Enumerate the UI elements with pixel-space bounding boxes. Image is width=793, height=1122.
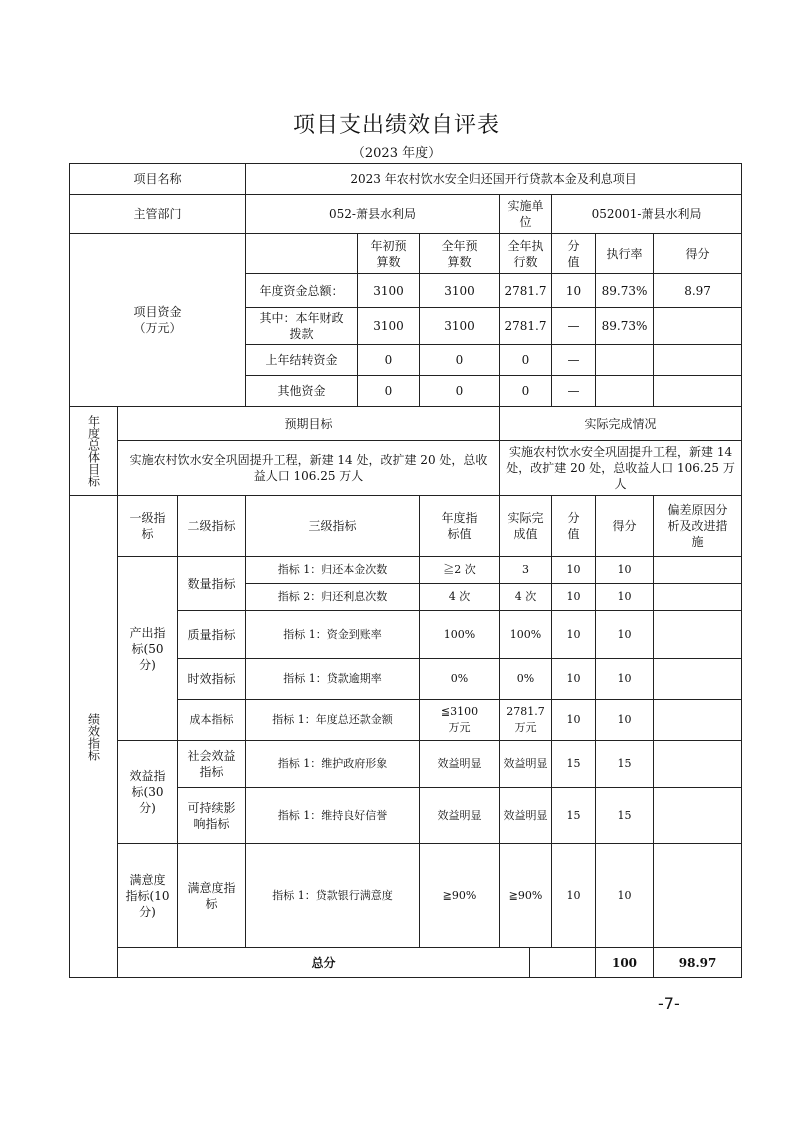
funds-row-annual: 3100 [420,274,500,308]
perf-row [70,557,742,584]
perf-target: ≧90% [420,844,500,948]
perf-subgroup-quantity: 数量指标 [178,557,246,611]
project-name-label: 项目名称 [70,164,246,195]
unit-label: 实施单位 [500,195,552,234]
funds-row-weight: — [552,308,596,345]
perf-actual: 2781.7 万元 [500,700,552,741]
perf-weight: 10 [552,611,596,659]
project-name-row [70,164,742,195]
perf-reason [654,584,742,611]
perf-header-target: 年度指 标值 [420,496,500,557]
perf-header-weight: 分 值 [552,496,596,557]
perf-subgroup-cost: 成本指标 [178,700,246,741]
perf-row [70,741,742,788]
perf-score: 15 [596,788,654,844]
perf-actual: 效益明显 [500,788,552,844]
funds-row-score [654,376,742,407]
page-title: 项目支出绩效自评表 [292,113,500,138]
perf-indicator: 指标 1：贷款逾期率 [246,659,420,700]
perf-actual: 4 次 [500,584,552,611]
dept-value: 052-萧县水利局 [246,195,500,234]
perf-subgroup-satisfaction: 满意度指 标 [178,844,246,948]
goals-actual-text: 实施农村饮水安全巩固提升工程，新建 14 处，改扩建 20 处，总收益人口 106.25 万人 [500,441,742,496]
perf-subgroup-sustain: 可持续影 响指标 [178,788,246,844]
funds-row-initial: 3100 [358,308,420,345]
funds-row-initial: 0 [358,376,420,407]
perf-actual: 3 [500,557,552,584]
funds-row-weight: — [552,345,596,376]
perf-indicator: 指标 1：归还本金次数 [246,557,420,584]
perf-score: 10 [596,611,654,659]
goals-label: 年度总体目标 [70,407,118,496]
funds-row-rate [596,376,654,407]
perf-weight: 15 [552,741,596,788]
perf-score: 10 [596,659,654,700]
perf-label: 绩效指标 [70,496,118,978]
funds-header-blank [246,234,358,274]
goals-header-row [70,407,742,441]
perf-target: ≧2 次 [420,557,500,584]
perf-score: 10 [596,557,654,584]
goals-expected-header: 预期目标 [118,407,500,441]
funds-row-executed: 0 [500,376,552,407]
perf-row [70,844,742,948]
perf-group-satisfaction: 满意度 指标(10 分) [118,844,178,948]
funds-row-initial: 3100 [358,274,420,308]
perf-reason [654,611,742,659]
dept-label: 主管部门 [70,195,246,234]
funds-row-label: 其他资金 [246,376,358,407]
perf-header-level2: 二级指标 [178,496,246,557]
funds-row-label: 其中：本年财政 拨款 [246,308,358,345]
funds-header-executed: 全年执行数 [500,234,552,274]
perf-weight: 10 [552,659,596,700]
funds-row-executed: 2781.7 [500,308,552,345]
funds-row-score [654,345,742,376]
perf-score: 10 [596,584,654,611]
funds-row-weight: 10 [552,274,596,308]
funds-row-initial: 0 [358,345,420,376]
perf-target: 100% [420,611,500,659]
perf-score: 15 [596,741,654,788]
perf-actual: 效益明显 [500,741,552,788]
perf-reason [654,844,742,948]
department-row [70,195,742,234]
funds-row-rate: 89.73% [596,274,654,308]
project-name-value: 2023 年农村饮水安全归还国开行贷款本金及利息项目 [246,164,742,195]
total-label: 总分 [118,948,530,978]
evaluation-table [69,163,742,978]
goals-actual-header: 实际完成情况 [500,407,742,441]
perf-actual: ≧90% [500,844,552,948]
perf-indicator: 指标 1：维护政府形象 [246,741,420,788]
total-blank [530,948,596,978]
funds-row-rate: 89.73% [596,308,654,345]
perf-header-reason: 偏差原因分 析及改进措 施 [654,496,742,557]
perf-actual: 100% [500,611,552,659]
perf-indicator: 指标 1：贷款银行满意度 [246,844,420,948]
perf-weight: 15 [552,788,596,844]
perf-target: 效益明显 [420,788,500,844]
perf-subgroup-social: 社会效益 指标 [178,741,246,788]
total-weight: 100 [596,948,654,978]
perf-reason [654,741,742,788]
goals-content-row [70,441,742,496]
funds-row-executed: 2781.7 [500,274,552,308]
perf-header-actual: 实际完成值 [500,496,552,557]
total-row [70,948,742,978]
funds-header-annual: 全年预 算数 [420,234,500,274]
funds-row-annual: 3100 [420,308,500,345]
funds-row-rate [596,345,654,376]
funds-row-label: 年度资金总额： [246,274,358,308]
funds-header-row [70,234,742,274]
perf-score: 10 [596,844,654,948]
unit-value: 052001-萧县水利局 [552,195,742,234]
funds-row-score [654,308,742,345]
perf-header-score: 得分 [596,496,654,557]
funds-row-weight: — [552,376,596,407]
perf-weight: 10 [552,844,596,948]
perf-weight: 10 [552,557,596,584]
perf-header-row [70,496,742,557]
perf-group-benefit: 效益指 标(30 分) [118,741,178,844]
perf-score: 10 [596,700,654,741]
perf-reason [654,700,742,741]
total-score: 98.97 [654,948,742,978]
perf-reason [654,788,742,844]
perf-target: 0% [420,659,500,700]
funds-header-score: 得分 [654,234,742,274]
funds-header-initial: 年初预 算数 [358,234,420,274]
funds-header-weight: 分 值 [552,234,596,274]
funds-row-annual: 0 [420,376,500,407]
perf-group-output: 产出指 标(50 分) [118,557,178,741]
perf-indicator: 指标 1：年度总还款金额 [246,700,420,741]
perf-reason [654,557,742,584]
page-number: -7- [658,994,680,1013]
funds-header-rate: 执行率 [596,234,654,274]
perf-target: 4 次 [420,584,500,611]
perf-target: 效益明显 [420,741,500,788]
perf-indicator: 指标 1：资金到账率 [246,611,420,659]
funds-row-label: 上年结转资金 [246,345,358,376]
perf-actual: 0% [500,659,552,700]
perf-target: ≦3100 万元 [420,700,500,741]
perf-header-level3: 三级指标 [246,496,420,557]
perf-subgroup-timeliness: 时效指标 [178,659,246,700]
perf-subgroup-quality: 质量指标 [178,611,246,659]
perf-indicator: 指标 1：维持良好信誉 [246,788,420,844]
perf-reason [654,659,742,700]
funds-row-annual: 0 [420,345,500,376]
perf-weight: 10 [552,584,596,611]
funds-row-executed: 0 [500,345,552,376]
perf-weight: 10 [552,700,596,741]
funds-row-score: 8.97 [654,274,742,308]
goals-expected-text: 实施农村饮水安全巩固提升工程，新建 14 处，改扩建 20 处，总收益人口 106.25 万人 [118,441,500,496]
page-subtitle: （2023 年度） [351,146,442,161]
perf-indicator: 指标 2：归还利息次数 [246,584,420,611]
perf-header-level1: 一级指 标 [118,496,178,557]
funds-label: 项目资金 （万元） [70,234,246,407]
